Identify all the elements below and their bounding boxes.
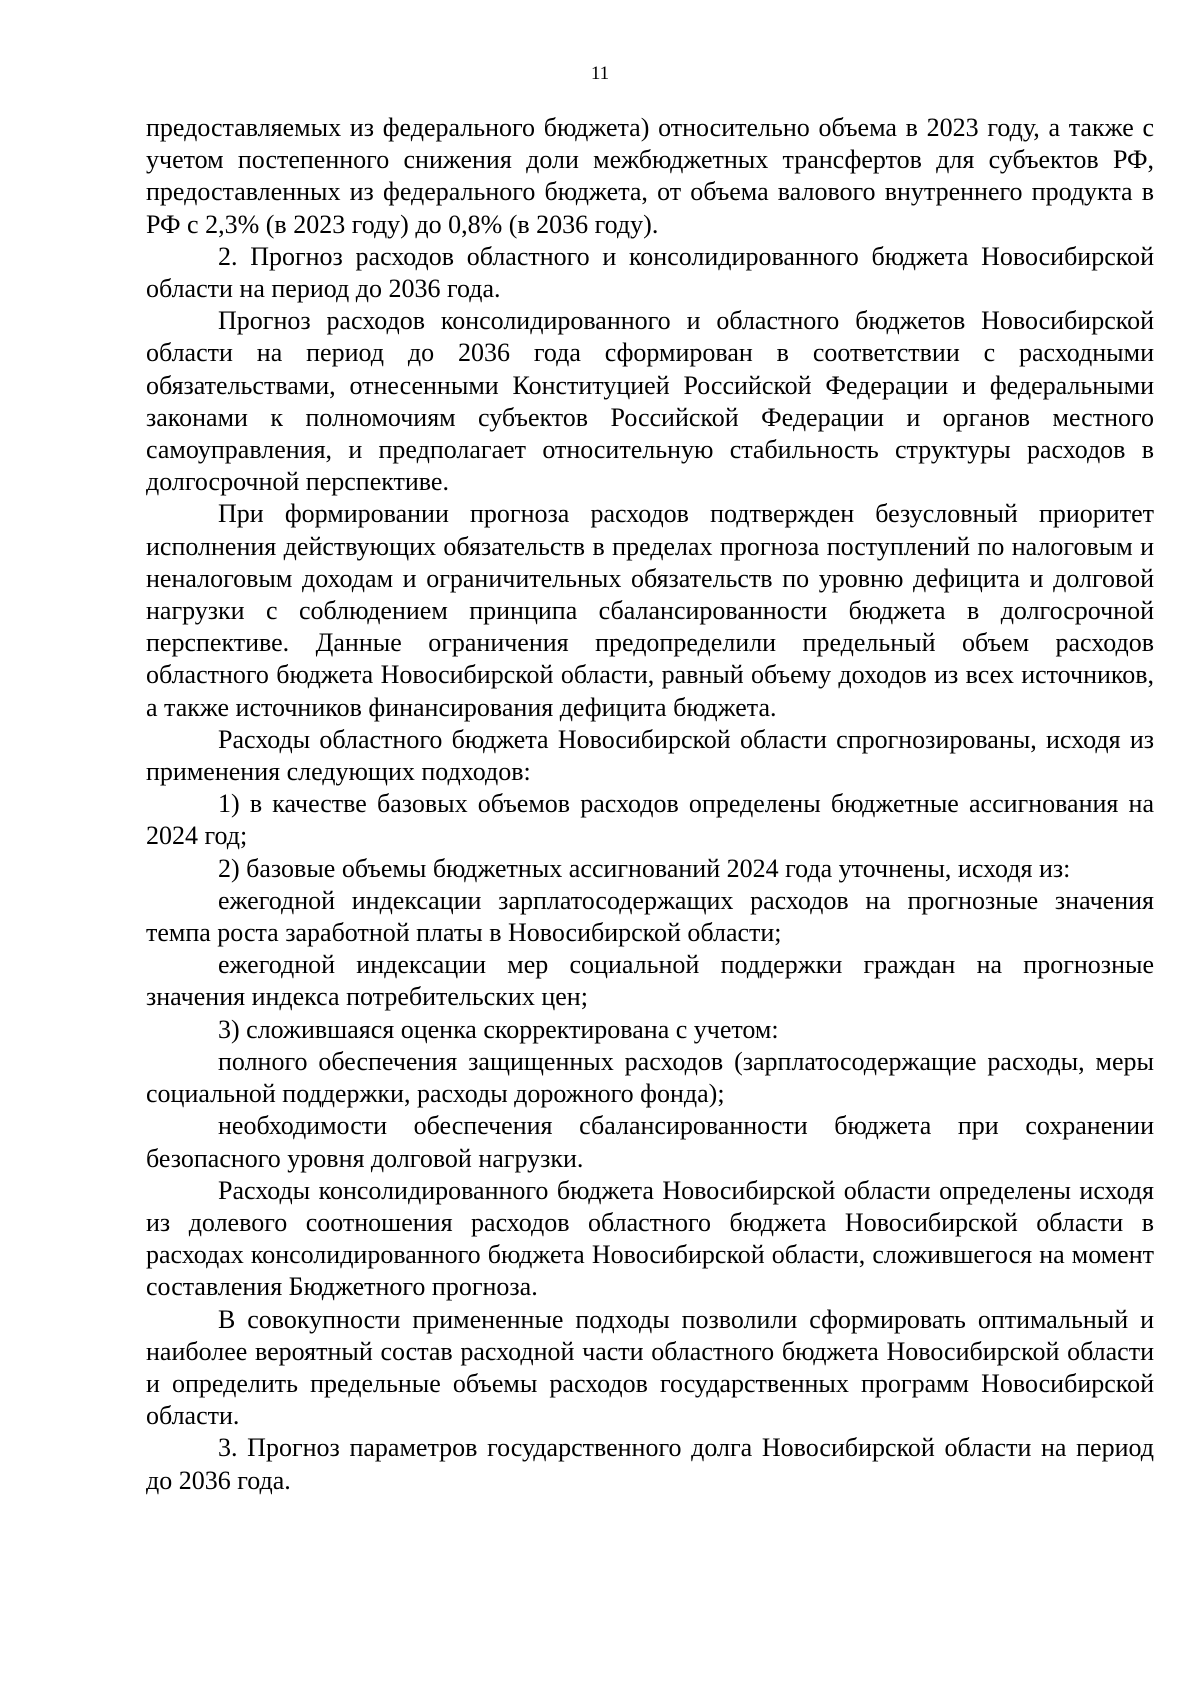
paragraph-continuation: предоставляемых из федерального бюджета) относительно объема в 2023 году, а также с учетом постепенного снижения доли межбюджетных трансфертов для субъектов РФ, предоставленных из федерального бюджета, от объема валового внутреннего продукта в РФ с 2,3% (в 2023 году) до 0,8% (в 2036 году). [146, 113, 1154, 239]
paragraph: Прогноз расходов консолидированного и областного бюджетов Новосибирской области на период до 2036 года сформирован в соответствии с расходными обязательствами, отнесенными Конституцией Российской Федерации и федеральными законами к полномочиям субъектов Российской Федерации и органов местного самоуправления, и предполагает относительную стабильность структуры расходов в долгосрочной перспективе. [146, 306, 1154, 497]
page-number: 11 [590, 63, 610, 84]
paragraph: Расходы консолидированного бюджета Новосибирской области определены исходя из долевого соотношения расходов областного бюджета Новосибирской области в расходах консолидированного бюджета Новосибирской области, сложившегося на момент составления Бюджетного прогноза. [146, 1175, 1154, 1302]
document-body [146, 112, 1154, 1497]
paragraph: В совокупности примененные подходы позволили сформировать оптимальный и наиболее вероятный состав расходной части областного бюджета Новосибирской области и определить предельные объемы расходов государственных программ Новосибирской области. [146, 1304, 1154, 1431]
list-item: 2) базовые объемы бюджетных ассигнований 2024 года уточнены, исходя из: [218, 853, 1071, 883]
list-subitem: ежегодной индексации мер социальной поддержки граждан на прогнозные значения индекса потребительских цен; [146, 950, 1154, 1012]
list-subitem: полного обеспечения защищенных расходов (зарплатосодержащие расходы, меры социальной поддержки, расходы дорожного фонда); [146, 1046, 1154, 1109]
list-subitem: необходимости обеспечения сбалансированности бюджета при сохранении безопасного уровня долговой нагрузки. [146, 1111, 1154, 1173]
section-heading-expenditure-forecast: 2. Прогноз расходов областного и консолидированного бюджета Новосибирской области на период до 2036 года. [146, 241, 1154, 304]
paragraph: Расходы областного бюджета Новосибирской области спрогнозированы, исходя из применения следующих подходов: [146, 724, 1154, 787]
list-subitem: ежегодной индексации зарплатосодержащих расходов на прогнозные значения темпа роста заработной платы в Новосибирской области; [146, 885, 1154, 948]
section-heading-debt-forecast: 3. Прогноз параметров государственного долга Новосибирской области на период до 2036 года. [146, 1433, 1154, 1495]
list-item: 1) в качестве базовых объемов расходов определены бюджетные ассигнования на 2024 год; [146, 789, 1154, 851]
paragraph: При формировании прогноза расходов подтвержден безусловный приоритет исполнения действующих обязательств в пределах прогноза поступлений по налоговым и неналоговым доходам и ограничительных обязательств по уровню дефицита и долговой нагрузки с соблюдением принципа сбалансированности бюджета в долгосрочной перспективе. Данные ограничения предопределили предельный объем расходов областного бюджета Новосибирской области, равный объему доходов из всех источников, а также источников финансирования дефицита бюджета. [146, 499, 1154, 722]
list-item: 3) сложившаяся оценка скорректирована с учетом: [218, 1014, 779, 1044]
